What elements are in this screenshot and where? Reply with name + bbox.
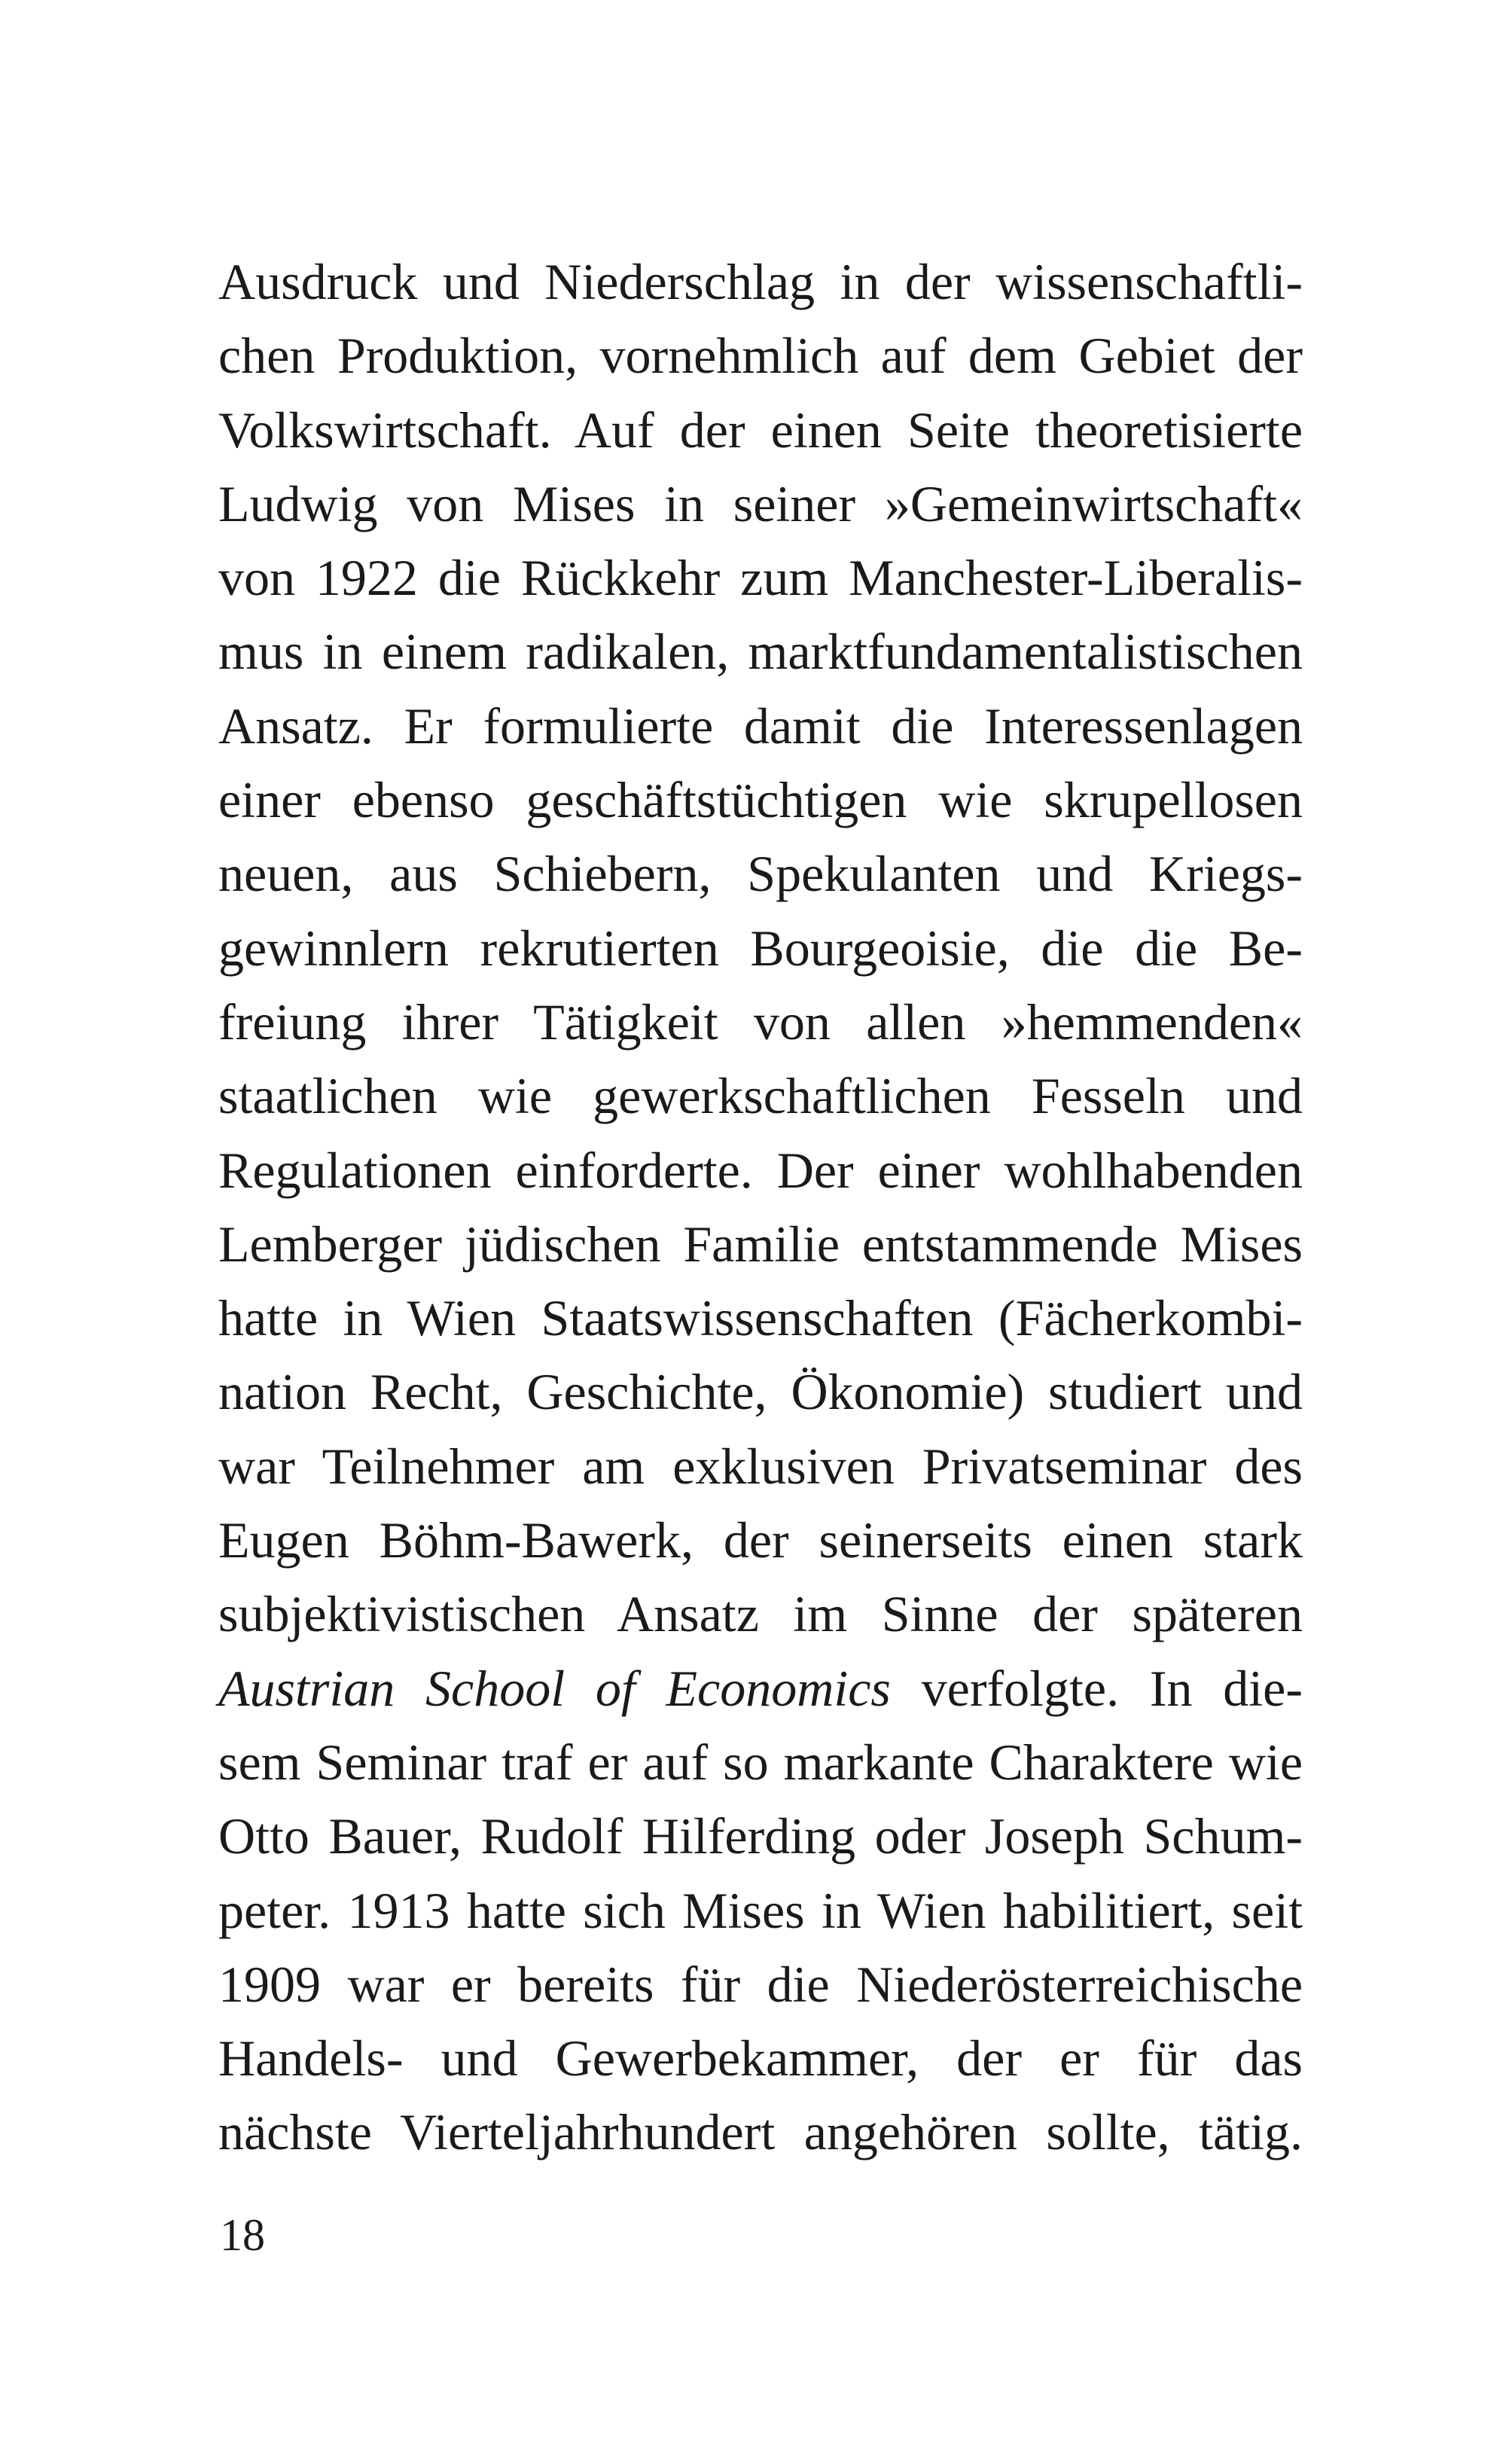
text-line: Ausdruck und Niederschlag in der wissenschaftli-	[218, 253, 1303, 310]
text-line: Volkswirtschaft. Auf der einen Seite theoretisierte	[218, 401, 1303, 459]
text-line: einer ebenso geschäftstüchtigen wie skrupellosen	[218, 771, 1303, 829]
text-line: Ansatz. Er formulierte damit die Interessenlagen	[218, 697, 1303, 755]
text-line: peter. 1913 hatte sich Mises in Wien habilitiert, seit	[218, 1881, 1303, 1939]
text-line: 1909 war er bereits für die Niederösterreichische	[218, 1955, 1303, 2013]
text-line: Regulationen einforderte. Der einer wohlhabenden	[218, 1141, 1303, 1199]
body-text	[218, 245, 1303, 2170]
text-line: subjektivistischen Ansatz im Sinne der späteren	[218, 1585, 1303, 1643]
text-line: Handels- und Gewerbekammer, der er für das	[218, 2029, 1303, 2087]
text-line-italic	[218, 1651, 1303, 1725]
text-line: gewinnlern rekrutierten Bourgeoisie, die die Be-	[218, 919, 1303, 977]
italic-title: Austrian School of Economics	[218, 1659, 891, 1717]
text-line: nächste Vierteljahrhundert angehören sollte, tätig.	[218, 2103, 1303, 2161]
text-line: Lemberger jüdischen Familie entstammende Mises	[218, 1215, 1303, 1273]
text-line: chen Produktion, vornehmlich auf dem Gebiet der	[218, 327, 1303, 385]
text-line: von 1922 die Rückkehr zum Manchester-Liberalis-	[218, 549, 1303, 607]
text-line: hatte in Wien Staatswissenschaften (Fächerkombi-	[218, 1289, 1303, 1347]
text-line: Ludwig von Mises in seiner »Gemeinwirtschaft«	[218, 474, 1303, 532]
page-number: 18	[220, 2210, 265, 2260]
text-line: freiung ihrer Tätigkeit von allen »hemmenden«	[218, 993, 1303, 1051]
text-line: neuen, aus Schiebern, Spekulanten und Kriegs-	[218, 845, 1303, 903]
text-line: sem Seminar traf er auf so markante Charaktere wie	[218, 1733, 1303, 1791]
text-line: mus in einem radikalen, marktfundamentalistischen	[218, 623, 1303, 681]
text-fragment: verfolgte. In die-	[890, 1659, 1303, 1717]
text-line: war Teilnehmer am exklusiven Privatseminar des	[218, 1437, 1303, 1495]
text-line: nation Recht, Geschichte, Ökonomie) studiert und	[218, 1363, 1303, 1421]
text-line: Eugen Böhm-Bawerk, der seinerseits einen stark	[218, 1511, 1303, 1569]
text-line: Otto Bauer, Rudolf Hilferding oder Joseph Schum-	[218, 1807, 1303, 1865]
text-line: staatlichen wie gewerkschaftlichen Fesseln und	[218, 1067, 1303, 1125]
